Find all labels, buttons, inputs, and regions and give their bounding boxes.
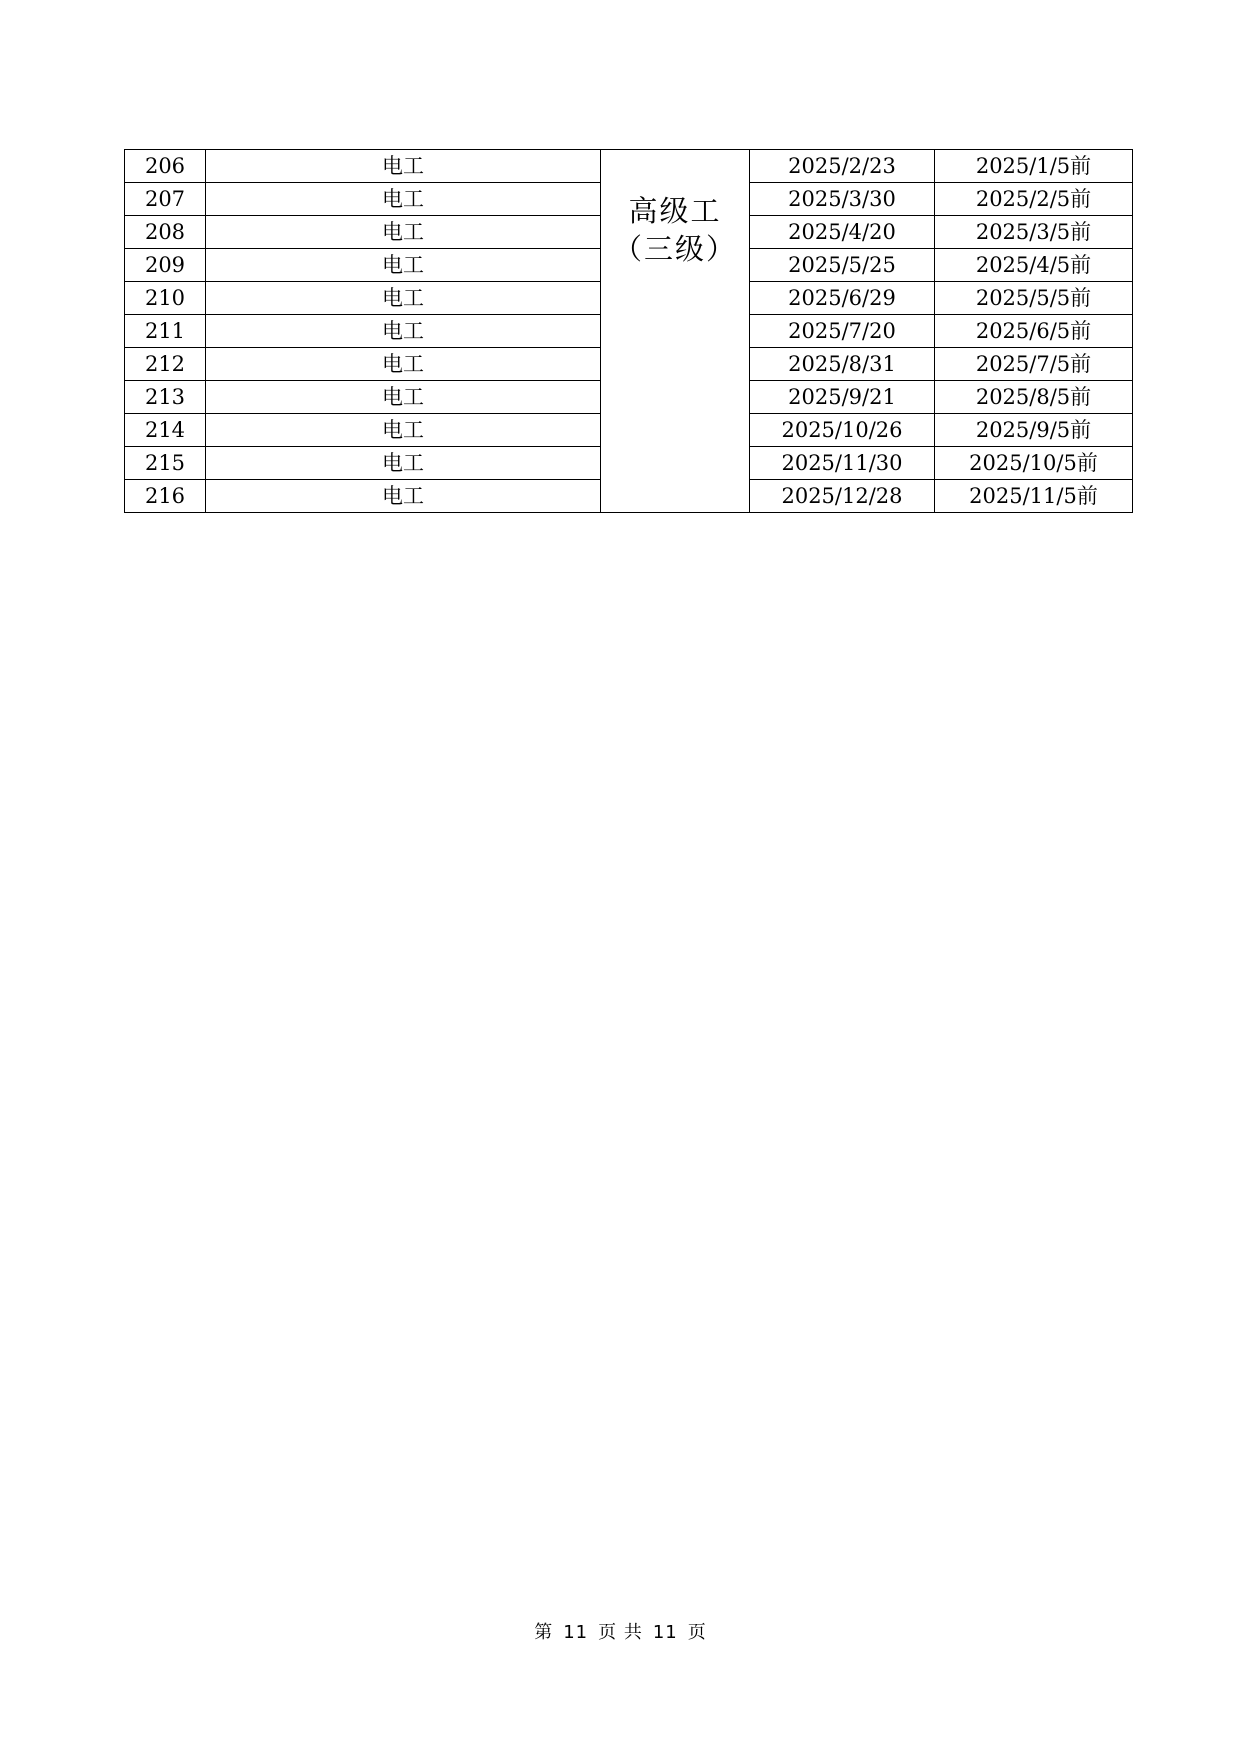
trade-name: 电工	[206, 480, 601, 513]
row-number: 213	[125, 381, 206, 414]
registration-deadline: 2025/4/5前	[935, 249, 1133, 282]
skill-level-grade: （三级）	[612, 232, 737, 266]
exam-schedule-table	[124, 149, 1133, 513]
registration-deadline: 2025/2/5前	[935, 183, 1133, 216]
trade-name: 电工	[206, 447, 601, 480]
row-number: 207	[125, 183, 206, 216]
page-label-suffix: 页	[687, 1622, 707, 1643]
row-number: 212	[125, 348, 206, 381]
registration-deadline: 2025/5/5前	[935, 282, 1133, 315]
trade-name: 电工	[206, 150, 601, 183]
skill-level-cell	[601, 150, 750, 513]
row-number: 214	[125, 414, 206, 447]
row-number: 209	[125, 249, 206, 282]
registration-deadline: 2025/7/5前	[935, 348, 1133, 381]
registration-deadline: 2025/1/5前	[935, 150, 1133, 183]
exam-date: 2025/7/20	[750, 315, 935, 348]
page-label-mid: 页 共	[598, 1622, 643, 1643]
skill-level-name: 高级工	[628, 194, 722, 228]
exam-date: 2025/12/28	[750, 480, 935, 513]
exam-date: 2025/9/21	[750, 381, 935, 414]
page-total-number: 11	[652, 1622, 678, 1643]
page-label-prefix: 第	[534, 1622, 554, 1643]
registration-deadline: 2025/3/5前	[935, 216, 1133, 249]
exam-date: 2025/6/29	[750, 282, 935, 315]
table-row	[125, 150, 1133, 183]
row-number: 215	[125, 447, 206, 480]
trade-name: 电工	[206, 315, 601, 348]
page-current-number: 11	[563, 1622, 589, 1643]
registration-deadline: 2025/11/5前	[935, 480, 1133, 513]
row-number: 208	[125, 216, 206, 249]
exam-date: 2025/8/31	[750, 348, 935, 381]
trade-name: 电工	[206, 381, 601, 414]
registration-deadline: 2025/8/5前	[935, 381, 1133, 414]
row-number: 210	[125, 282, 206, 315]
registration-deadline: 2025/9/5前	[935, 414, 1133, 447]
exam-date: 2025/10/26	[750, 414, 935, 447]
row-number: 211	[125, 315, 206, 348]
row-number: 206	[125, 150, 206, 183]
registration-deadline: 2025/10/5前	[935, 447, 1133, 480]
exam-date: 2025/11/30	[750, 447, 935, 480]
exam-date: 2025/4/20	[750, 216, 935, 249]
trade-name: 电工	[206, 414, 601, 447]
trade-name: 电工	[206, 348, 601, 381]
trade-name: 电工	[206, 216, 601, 249]
exam-date: 2025/3/30	[750, 183, 935, 216]
trade-name: 电工	[206, 282, 601, 315]
page-footer	[0, 1618, 1241, 1644]
table-body	[125, 150, 1133, 513]
exam-date: 2025/2/23	[750, 150, 935, 183]
registration-deadline: 2025/6/5前	[935, 315, 1133, 348]
trade-name: 电工	[206, 249, 601, 282]
exam-date: 2025/5/25	[750, 249, 935, 282]
trade-name: 电工	[206, 183, 601, 216]
row-number: 216	[125, 480, 206, 513]
